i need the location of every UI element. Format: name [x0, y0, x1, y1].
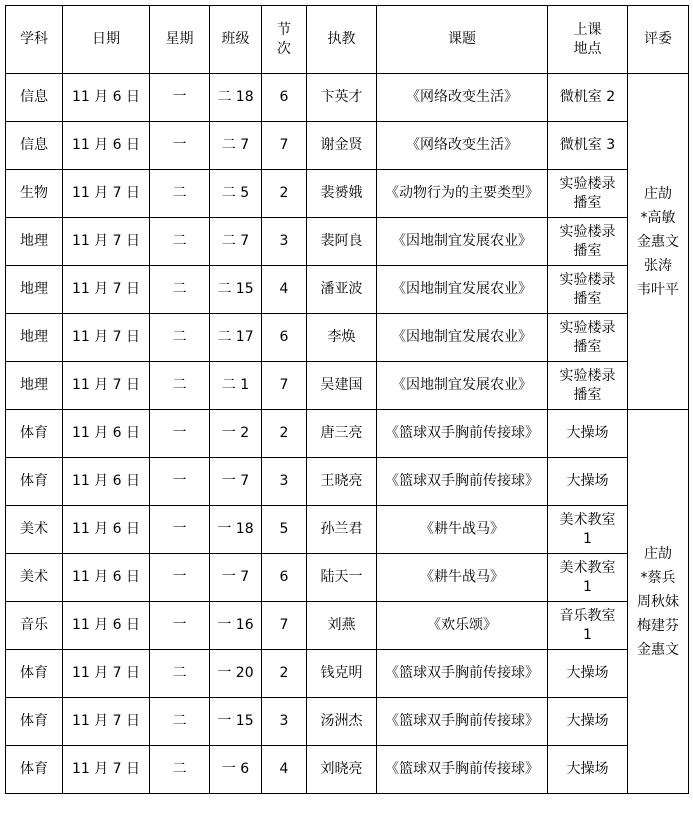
teacher-cell: 裴阿良 [307, 218, 377, 266]
table-row [6, 698, 689, 746]
class-cell: 二 5 [210, 170, 262, 218]
teacher-cell: 孙兰君 [307, 506, 377, 554]
period-cell: 7 [262, 362, 307, 410]
table-row [6, 746, 689, 794]
table-row [6, 650, 689, 698]
class-cell: 二 7 [210, 122, 262, 170]
topic-cell: 《因地制宜发展农业》 [377, 266, 548, 314]
period-cell: 7 [262, 122, 307, 170]
teacher-cell: 卞英才 [307, 74, 377, 122]
location-cell: 美术教室 1 [548, 506, 628, 554]
period-cell: 4 [262, 266, 307, 314]
teacher-cell: 钱克明 [307, 650, 377, 698]
subject-cell: 信息 [6, 74, 63, 122]
teacher-cell: 汤洲杰 [307, 698, 377, 746]
topic-cell: 《篮球双手胸前传接球》 [377, 410, 548, 458]
date-cell: 11 月 7 日 [63, 362, 150, 410]
class-cell: 二 18 [210, 74, 262, 122]
judge-name: 张涛 [644, 257, 672, 274]
class-cell: 一 16 [210, 602, 262, 650]
table-row [6, 506, 689, 554]
class-cell: 二 15 [210, 266, 262, 314]
header-location: 上课 地点 [548, 6, 628, 74]
location-cell: 实验楼录 播室 [548, 218, 628, 266]
subject-cell: 体育 [6, 698, 63, 746]
class-cell: 一 7 [210, 458, 262, 506]
period-cell: 2 [262, 170, 307, 218]
date-cell: 11 月 7 日 [63, 698, 150, 746]
weekday-cell: 二 [150, 698, 210, 746]
teacher-cell: 陆天一 [307, 554, 377, 602]
judge-name: 梅建芬 [637, 617, 679, 634]
subject-cell: 信息 [6, 122, 63, 170]
header-teacher: 执教 [307, 6, 377, 74]
teacher-cell: 潘亚波 [307, 266, 377, 314]
location-cell: 大操场 [548, 650, 628, 698]
date-cell: 11 月 7 日 [63, 314, 150, 362]
header-weekday: 星期 [150, 6, 210, 74]
period-cell: 6 [262, 314, 307, 362]
location-cell: 实验楼录 播室 [548, 362, 628, 410]
table-row [6, 602, 689, 650]
period-cell: 2 [262, 410, 307, 458]
table-row [6, 314, 689, 362]
table-row [6, 458, 689, 506]
topic-cell: 《篮球双手胸前传接球》 [377, 746, 548, 794]
period-cell: 2 [262, 650, 307, 698]
period-cell: 3 [262, 218, 307, 266]
table-row [6, 122, 689, 170]
topic-cell: 《耕牛战马》 [377, 506, 548, 554]
header-class: 班级 [210, 6, 262, 74]
location-cell: 微机室 2 [548, 74, 628, 122]
lesson-schedule-table [5, 5, 689, 794]
subject-cell: 体育 [6, 746, 63, 794]
teacher-cell: 吴建国 [307, 362, 377, 410]
date-cell: 11 月 6 日 [63, 554, 150, 602]
weekday-cell: 二 [150, 362, 210, 410]
location-cell: 实验楼录 播室 [548, 266, 628, 314]
header-judges: 评委 [628, 6, 689, 74]
topic-cell: 《耕牛战马》 [377, 554, 548, 602]
table-row [6, 74, 689, 122]
period-cell: 5 [262, 506, 307, 554]
topic-cell: 《欢乐颂》 [377, 602, 548, 650]
location-cell: 微机室 3 [548, 122, 628, 170]
class-cell: 一 20 [210, 650, 262, 698]
subject-cell: 体育 [6, 650, 63, 698]
subject-cell: 地理 [6, 266, 63, 314]
topic-cell: 《篮球双手胸前传接球》 [377, 698, 548, 746]
location-cell: 音乐教室 1 [548, 602, 628, 650]
date-cell: 11 月 6 日 [63, 602, 150, 650]
header-date: 日期 [63, 6, 150, 74]
weekday-cell: 一 [150, 554, 210, 602]
location-cell: 美术教室 1 [548, 554, 628, 602]
weekday-cell: 一 [150, 410, 210, 458]
period-cell: 3 [262, 458, 307, 506]
topic-cell: 《因地制宜发展农业》 [377, 314, 548, 362]
subject-cell: 美术 [6, 506, 63, 554]
judge-name: 金惠文 [637, 641, 679, 658]
judge-name: *蔡兵 [640, 569, 676, 586]
weekday-cell: 二 [150, 314, 210, 362]
judge-name: 庄劼 [644, 185, 672, 202]
table-row [6, 362, 689, 410]
class-cell: 二 1 [210, 362, 262, 410]
location-cell: 大操场 [548, 746, 628, 794]
location-cell: 大操场 [548, 698, 628, 746]
period-cell: 3 [262, 698, 307, 746]
teacher-cell: 刘燕 [307, 602, 377, 650]
period-cell: 7 [262, 602, 307, 650]
subject-cell: 地理 [6, 362, 63, 410]
class-cell: 一 6 [210, 746, 262, 794]
header-topic: 课题 [377, 6, 548, 74]
date-cell: 11 月 6 日 [63, 122, 150, 170]
class-cell: 一 15 [210, 698, 262, 746]
header-period: 节 次 [262, 6, 307, 74]
topic-cell: 《因地制宜发展农业》 [377, 218, 548, 266]
date-cell: 11 月 6 日 [63, 506, 150, 554]
weekday-cell: 二 [150, 218, 210, 266]
topic-cell: 《篮球双手胸前传接球》 [377, 458, 548, 506]
subject-cell: 音乐 [6, 602, 63, 650]
table-row [6, 170, 689, 218]
teacher-cell: 李焕 [307, 314, 377, 362]
class-cell: 二 7 [210, 218, 262, 266]
topic-cell: 《动物行为的主要类型》 [377, 170, 548, 218]
table-row [6, 410, 689, 458]
teacher-cell: 刘晓亮 [307, 746, 377, 794]
teacher-cell: 裴赟娥 [307, 170, 377, 218]
subject-cell: 地理 [6, 314, 63, 362]
header-row [6, 6, 689, 74]
period-cell: 6 [262, 554, 307, 602]
location-cell: 实验楼录 播室 [548, 170, 628, 218]
class-cell: 一 2 [210, 410, 262, 458]
class-cell: 一 7 [210, 554, 262, 602]
weekday-cell: 二 [150, 170, 210, 218]
table-row [6, 554, 689, 602]
topic-cell: 《篮球双手胸前传接球》 [377, 650, 548, 698]
header-subject: 学科 [6, 6, 63, 74]
judges-cell [628, 74, 689, 410]
location-cell: 大操场 [548, 458, 628, 506]
table-row [6, 218, 689, 266]
weekday-cell: 一 [150, 506, 210, 554]
subject-cell: 生物 [6, 170, 63, 218]
judge-name: 韦叶平 [637, 281, 679, 298]
date-cell: 11 月 7 日 [63, 746, 150, 794]
weekday-cell: 一 [150, 74, 210, 122]
table-row [6, 266, 689, 314]
subject-cell: 美术 [6, 554, 63, 602]
date-cell: 11 月 7 日 [63, 650, 150, 698]
location-cell: 大操场 [548, 410, 628, 458]
weekday-cell: 一 [150, 602, 210, 650]
period-cell: 4 [262, 746, 307, 794]
class-cell: 一 18 [210, 506, 262, 554]
date-cell: 11 月 7 日 [63, 266, 150, 314]
judge-name: 庄劼 [644, 545, 672, 562]
judge-name: *高敏 [640, 209, 676, 226]
location-cell: 实验楼录 播室 [548, 314, 628, 362]
subject-cell: 体育 [6, 410, 63, 458]
date-cell: 11 月 6 日 [63, 74, 150, 122]
period-cell: 6 [262, 74, 307, 122]
judge-name: 金惠文 [637, 233, 679, 250]
topic-cell: 《网络改变生活》 [377, 74, 548, 122]
weekday-cell: 二 [150, 266, 210, 314]
judges-cell [628, 410, 689, 794]
weekday-cell: 二 [150, 746, 210, 794]
topic-cell: 《网络改变生活》 [377, 122, 548, 170]
weekday-cell: 一 [150, 122, 210, 170]
subject-cell: 地理 [6, 218, 63, 266]
date-cell: 11 月 7 日 [63, 218, 150, 266]
weekday-cell: 一 [150, 458, 210, 506]
subject-cell: 体育 [6, 458, 63, 506]
teacher-cell: 谢金贤 [307, 122, 377, 170]
teacher-cell: 唐三亮 [307, 410, 377, 458]
date-cell: 11 月 6 日 [63, 458, 150, 506]
judge-name: 周秋妹 [637, 593, 679, 610]
class-cell: 二 17 [210, 314, 262, 362]
topic-cell: 《因地制宜发展农业》 [377, 362, 548, 410]
weekday-cell: 二 [150, 650, 210, 698]
date-cell: 11 月 6 日 [63, 410, 150, 458]
date-cell: 11 月 7 日 [63, 170, 150, 218]
teacher-cell: 王晓亮 [307, 458, 377, 506]
